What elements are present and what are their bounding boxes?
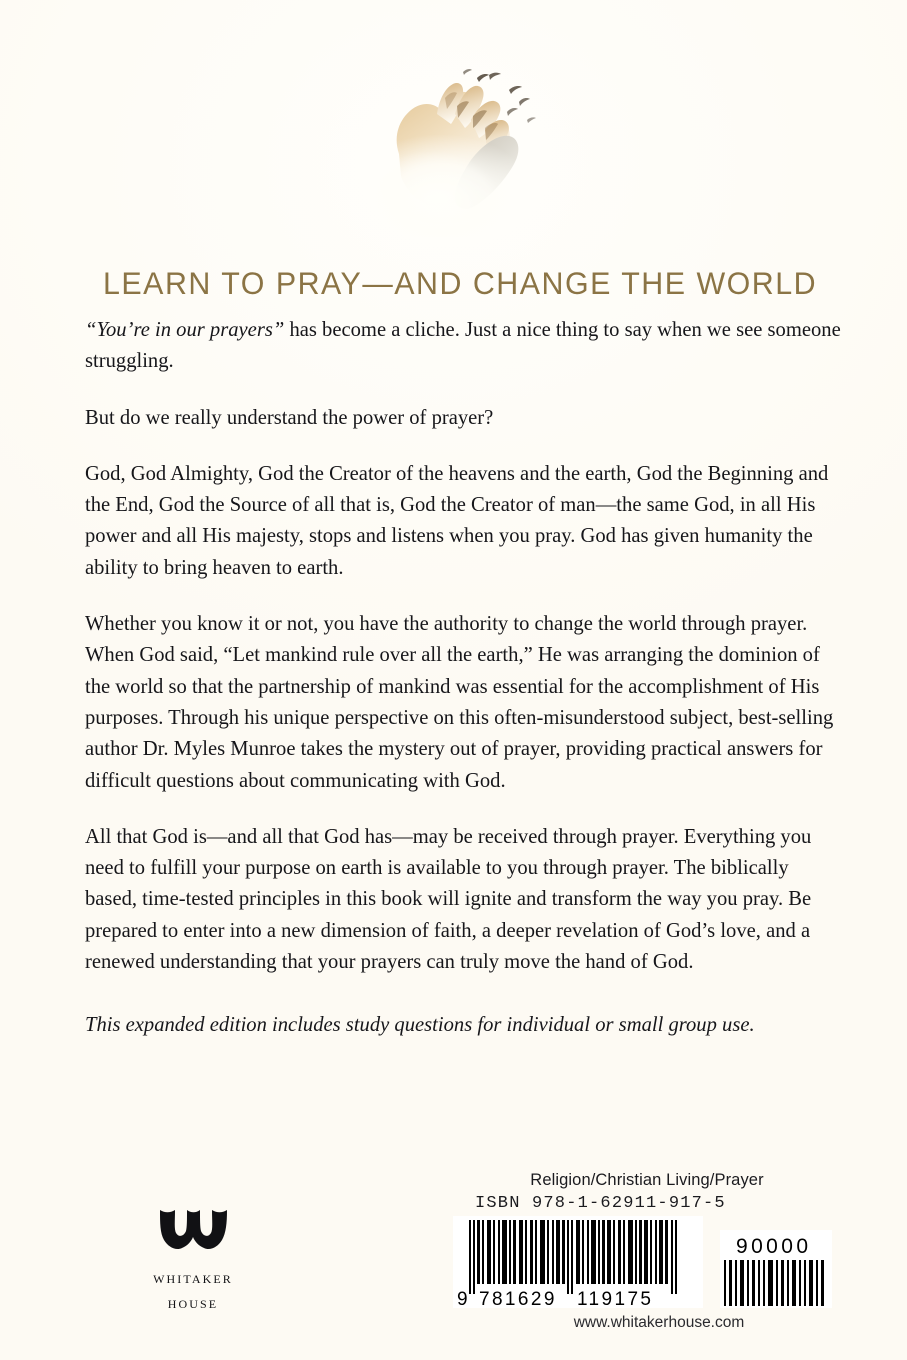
barcode-group (447, 1216, 847, 1308)
ean5-addon-barcode (720, 1230, 832, 1308)
svg-text:90000: 90000 (736, 1235, 812, 1258)
closing-note: This expanded edition includes study questions for individual or small group use. (85, 1014, 755, 1037)
isbn-text: ISBN 978-1-62911-917-5 (475, 1194, 726, 1213)
publisher-name (88, 1265, 298, 1315)
isbn-block (447, 1171, 847, 1332)
book-category: Religion/Christian Living/Prayer (530, 1171, 764, 1189)
paragraph-4: Whether you know it or not, you have the authority to change the world through prayer. When God said, “Let mankind rule over all the earth,” He was arranging the dominion of the world so that the partnership of mankind was essential for the accomplishment of His purposes. Through his unique perspective on this often-misunderstood subject, best-selling author Dr. Myles Munroe takes the mystery out of prayer, providing practical answers for difficult questions about communicating with God. (85, 613, 834, 792)
svg-text:119175: 119175 (577, 1289, 654, 1308)
paragraph-1-rest: has become a cliche. Just a nice thing to say when we see someone struggling. (85, 319, 841, 373)
cover-headline: LEARN TO PRAY—AND CHANGE THE WORLD (103, 265, 818, 302)
svg-text:9: 9 (457, 1289, 468, 1308)
publisher-website: www.whitakerhouse.com (573, 1314, 745, 1331)
paragraph-1 (85, 315, 845, 378)
paragraph-1-italic-lead: “You’re in our prayers” (85, 319, 285, 341)
cover-artwork (0, 62, 907, 232)
publisher-name-line2: house (167, 1292, 219, 1313)
cover-footer (0, 1150, 907, 1360)
paragraph-2: But do we really understand the power of prayer? (85, 406, 494, 429)
publisher-name-line1: whitaker (153, 1267, 233, 1288)
paragraph-3: God, God Almighty, God the Creator of the heavens and the earth, God the Beginning and the End, God the Source of all that is, God the Creator of man—the same God, in all His power and all His majesty, stops and listens when you pray. God has given humanity the ability to bring heaven to earth. (85, 462, 829, 579)
hand-releasing-birds-icon (359, 62, 549, 227)
whitaker-house-w-mark-icon (157, 1207, 229, 1252)
back-cover-copy (85, 315, 845, 1042)
svg-text:781629: 781629 (479, 1289, 557, 1308)
publisher-logo-block (88, 1207, 298, 1315)
ean13-barcode (453, 1216, 703, 1308)
paragraph-5: All that God is—and all that God has—may be received through prayer. Everything you need to fulfill your purpose on earth is available to you through prayer. The biblically based, time-tested principles in this book will ignite and transform the way you pray. Be prepared to enter into a new dimension of faith, a deeper revelation of God’s love, and a renewed understanding that your prayers can truly move the hand of God. (85, 825, 812, 974)
